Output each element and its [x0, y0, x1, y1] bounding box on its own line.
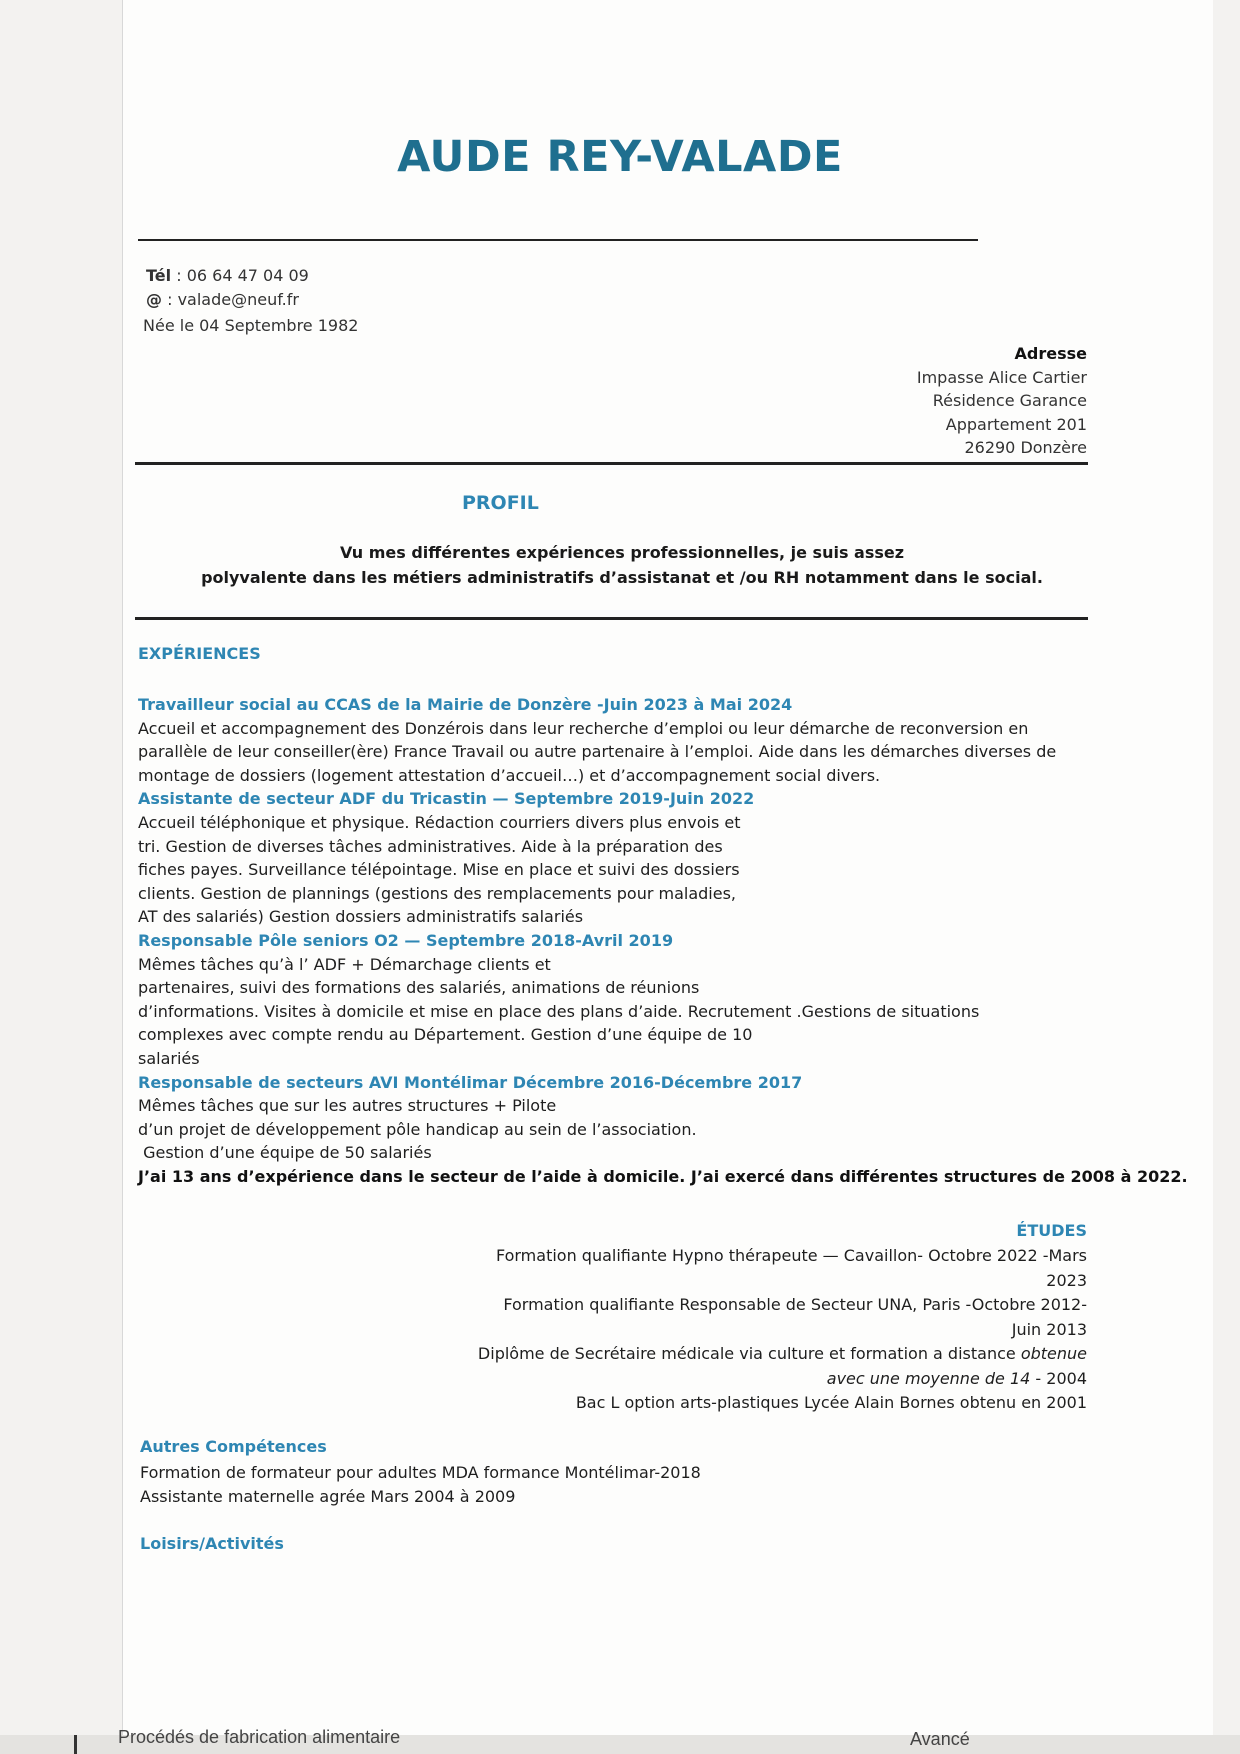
job-description-line: d’informations. Visites à domicile et mise en place des plans d’aide. Recrutement .Gestions de situations — [138, 1001, 980, 1021]
address-line: Résidence Garance — [932, 391, 1087, 410]
etudes-line — [478, 1342, 1087, 1367]
job-description-line: d’un projet de développement pôle handicap au sein de l’association. — [138, 1119, 697, 1139]
experience-list — [138, 693, 1188, 1188]
profil-line: Vu mes différentes expériences professionnelles, je suis assez — [339, 543, 905, 562]
job-title: Travailleur social au CCAS de la Mairie de Donzère -Juin 2023 à Mai 2024 — [138, 695, 793, 714]
job-description-line: fiches payes. Surveillance télépointage. Mise en place et suivi des dossiers — [138, 860, 740, 880]
etudes-heading: ÉTUDES — [1016, 1221, 1087, 1240]
job-description-line: parallèle de leur conseiller(ère) France Travail ou autre partenaire à l’emploi. Aide dans les démarches diverses de — [138, 742, 1057, 762]
address-line: Impasse Alice Cartier — [916, 367, 1087, 387]
job-description-line: Accueil et accompagnement des Donzérois dans leur recherche d’emploi ou leur démarche de reconversion en — [138, 718, 1029, 738]
email-icon: @ — [146, 290, 162, 309]
job-description-line: clients. Gestion de plannings (gestions des remplacements pour maladies, — [138, 883, 736, 903]
phone-label: Tél — [146, 266, 172, 285]
etudes-text: Diplôme de Secrétaire médicale via culture et formation a distance — [477, 1344, 1021, 1363]
etudes-line — [478, 1367, 1087, 1392]
phone-value: : 06 64 47 04 09 — [171, 266, 309, 285]
autres-line: Formation de formateur pour adultes MDA formance Montélimar-2018 — [140, 1463, 701, 1482]
job-description-line: partenaires, suivi des formations des salariés, animations de réunions — [138, 978, 700, 998]
etudes-list — [478, 1244, 1087, 1416]
autres-list — [140, 1461, 701, 1509]
etudes-line: Juin 2013 — [1011, 1319, 1087, 1339]
scan-edge-bar — [74, 1735, 77, 1754]
email-value: : valade@neuf.fr — [162, 290, 299, 309]
bleed-text-left: Procédés de fabrication alimentaire — [118, 1727, 401, 1747]
job-description-line: Gestion d’une équipe de 50 salariés — [138, 1143, 432, 1163]
etudes-italic: avec une moyenne de 14 — [826, 1368, 1031, 1388]
job-description-line: complexes avec compte rendu au Département. Gestion d’une équipe de 10 — [138, 1025, 753, 1045]
profil-heading: PROFIL — [462, 492, 539, 514]
job-description-line: Accueil téléphonique et physique. Rédaction courriers divers plus envois et — [138, 812, 741, 832]
address-line: 26290 Donzère — [964, 438, 1087, 457]
address-block — [917, 342, 1087, 460]
autres-line: Assistante maternelle agrée Mars 2004 à 2009 — [140, 1487, 516, 1506]
profil-line: polyvalente dans les métiers administratifs d’assistanat et /ou RH notamment dans le social. — [201, 568, 1043, 587]
bleed-text-right: Avancé — [910, 1729, 970, 1749]
etudes-line: Bac L option arts-plastiques Lycée Alain Bornes obtenu en 2001 — [575, 1393, 1087, 1412]
email-line — [146, 288, 309, 312]
candidate-name: AUDE REY-VALADE — [397, 132, 843, 182]
experiences-heading: EXPÉRIENCES — [138, 644, 261, 663]
job-description-line: AT des salariés) Gestion dossiers administratifs salariés — [138, 907, 584, 927]
etudes-line: Formation qualifiante Responsable de Secteur UNA, Paris -Octobre 2012- — [503, 1295, 1087, 1314]
job-description-line: Mêmes tâches que sur les autres structures + Pilote — [138, 1096, 557, 1116]
profil-text — [122, 540, 1122, 590]
etudes-text: - 2004 — [1030, 1368, 1087, 1388]
job-title: Responsable de secteurs AVI Montélimar Décembre 2016-Décembre 2017 — [138, 1072, 803, 1092]
address-divider — [135, 462, 1088, 465]
profil-divider — [135, 617, 1088, 620]
etudes-italic: obtenue — [1020, 1344, 1087, 1363]
header-divider — [138, 239, 978, 241]
birth-date: Née le 04 Septembre 1982 — [143, 316, 359, 335]
experience-summary: J’ai 13 ans d’expérience dans le secteur de l’aide à domicile. J’ai exercé dans différentes structures de 2008 à 2022. — [138, 1166, 1188, 1186]
address-label: Adresse — [1014, 344, 1087, 363]
etudes-line: Formation qualifiante Hypno thérapeute — Cavaillon- Octobre 2022 -Mars — [495, 1246, 1087, 1265]
phone-line — [146, 264, 309, 288]
address-line: Appartement 201 — [945, 414, 1087, 434]
job-description-line: salariés — [138, 1048, 200, 1068]
job-title: Responsable Pôle seniors O2 — Septembre 2018-Avril 2019 — [138, 930, 674, 950]
job-description-line: Mêmes tâches qu’à l’ ADF + Démarchage clients et — [138, 954, 551, 974]
etudes-line: 2023 — [1046, 1270, 1087, 1290]
autres-heading: Autres Compétences — [140, 1437, 327, 1456]
loisirs-heading: Loisirs/Activités — [140, 1534, 284, 1553]
scan-bottom-strip — [0, 1727, 1240, 1754]
job-title: Assistante de secteur ADF du Tricastin — Septembre 2019-Juin 2022 — [138, 789, 755, 809]
job-description-line: montage de dossiers (logement attestation d’accueil…) et d’accompagnement social divers. — [138, 765, 881, 785]
job-description-line: tri. Gestion de diverses tâches administratives. Aide à la préparation des — [138, 836, 723, 856]
contact-block — [146, 264, 309, 312]
